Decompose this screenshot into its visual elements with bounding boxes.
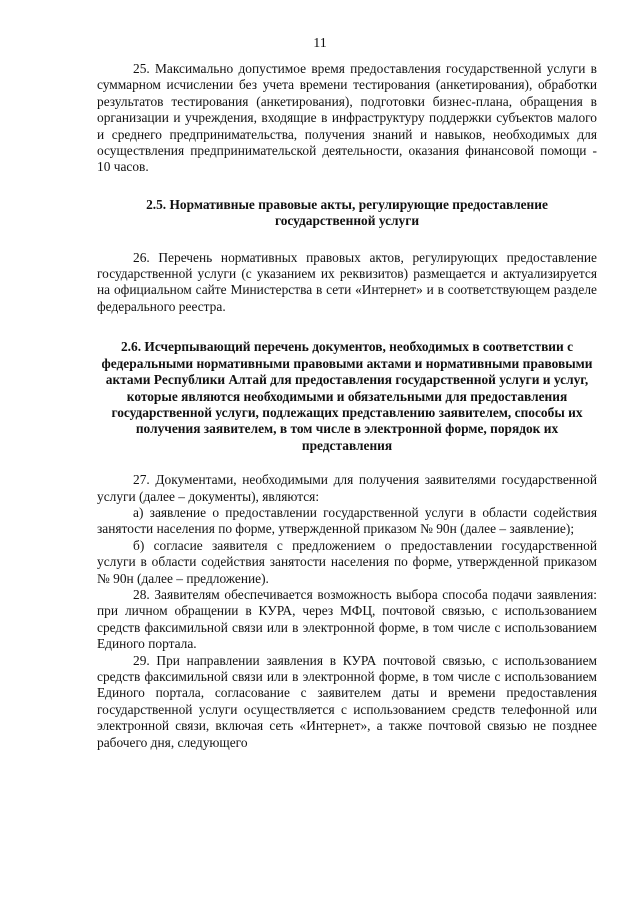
- paragraph-28: 28. Заявителям обеспечивается возможность выбора способа подачи заявления: при личном обращении в КУРА, через МФЦ, почтовой связью, с использованием средств факсимильной связи или в электронной форме, в том числе с использованием Единого портала.: [97, 586, 597, 652]
- document-body: [97, 61, 597, 751]
- page-number: 11: [313, 36, 327, 51]
- section-heading-2-5: 2.5. Нормативные правовые акты, регулирующие предоставление государственной услуги: [146, 196, 548, 229]
- paragraph-27-a: а) заявление о предоставлении государственной услуги в области содействия занятости населения по форме, утвержденной приказом № 90н (далее – заявление);: [97, 504, 597, 537]
- section-heading-2-6: 2.6. Исчерпывающий перечень документов, необходимых в соответствии с федеральными нормативными правовыми актами и нормативными правовыми актами Республики Алтай для предоставления государственной услуги и услуг, которые являются необходимыми и обязательными для предоставления государственной услуги, подлежащих представлению заявителем, способы их получения заявителем, в том числе в электронной форме, порядок их представления: [101, 339, 593, 453]
- paragraph-27-b: б) согласие заявителя с предложением о предоставлении государственной услуги в области содействия занятости населения по форме, утвержденной приказом № 90н (далее – предложение).: [97, 537, 597, 586]
- paragraph-29: 29. При направлении заявления в КУРА почтовой связью, с использованием средств факсимильной связи или в электронной форме, в том числе с использованием Единого портала, согласование с заявителем даты и времени предоставления государственной услуги осуществляется с использованием средств телефонной или электронной связи, включая сеть «Интернет», а также почтовой связью не позднее рабочего дня, следующего: [97, 652, 597, 750]
- paragraph-27: 27. Документами, необходимыми для получения заявителями государственной услуги (далее – документы), являются:: [97, 472, 597, 504]
- paragraph-25: 25. Максимально допустимое время предоставления государственной услуги в суммарном исчислении без учета времени тестирования (анкетирования), обработки результатов тестирования (анкетирования), подготовки бизнес-плана, обращения в организации и учреждения, входящие в инфраструктуру поддержки субъектов малого и среднего предпринимательства, получения знаний и навыков, необходимых для осуществления предпринимательской деятельности, оказания финансовой помощи - 10 часов.: [97, 61, 597, 175]
- paragraph-26: 26. Перечень нормативных правовых актов, регулирующих предоставление государственной услуги (с указанием их реквизитов) размещается и актуализируется на официальном сайте Министерства в сети «Интернет» и в соответствующем разделе федерального реестра.: [97, 249, 597, 314]
